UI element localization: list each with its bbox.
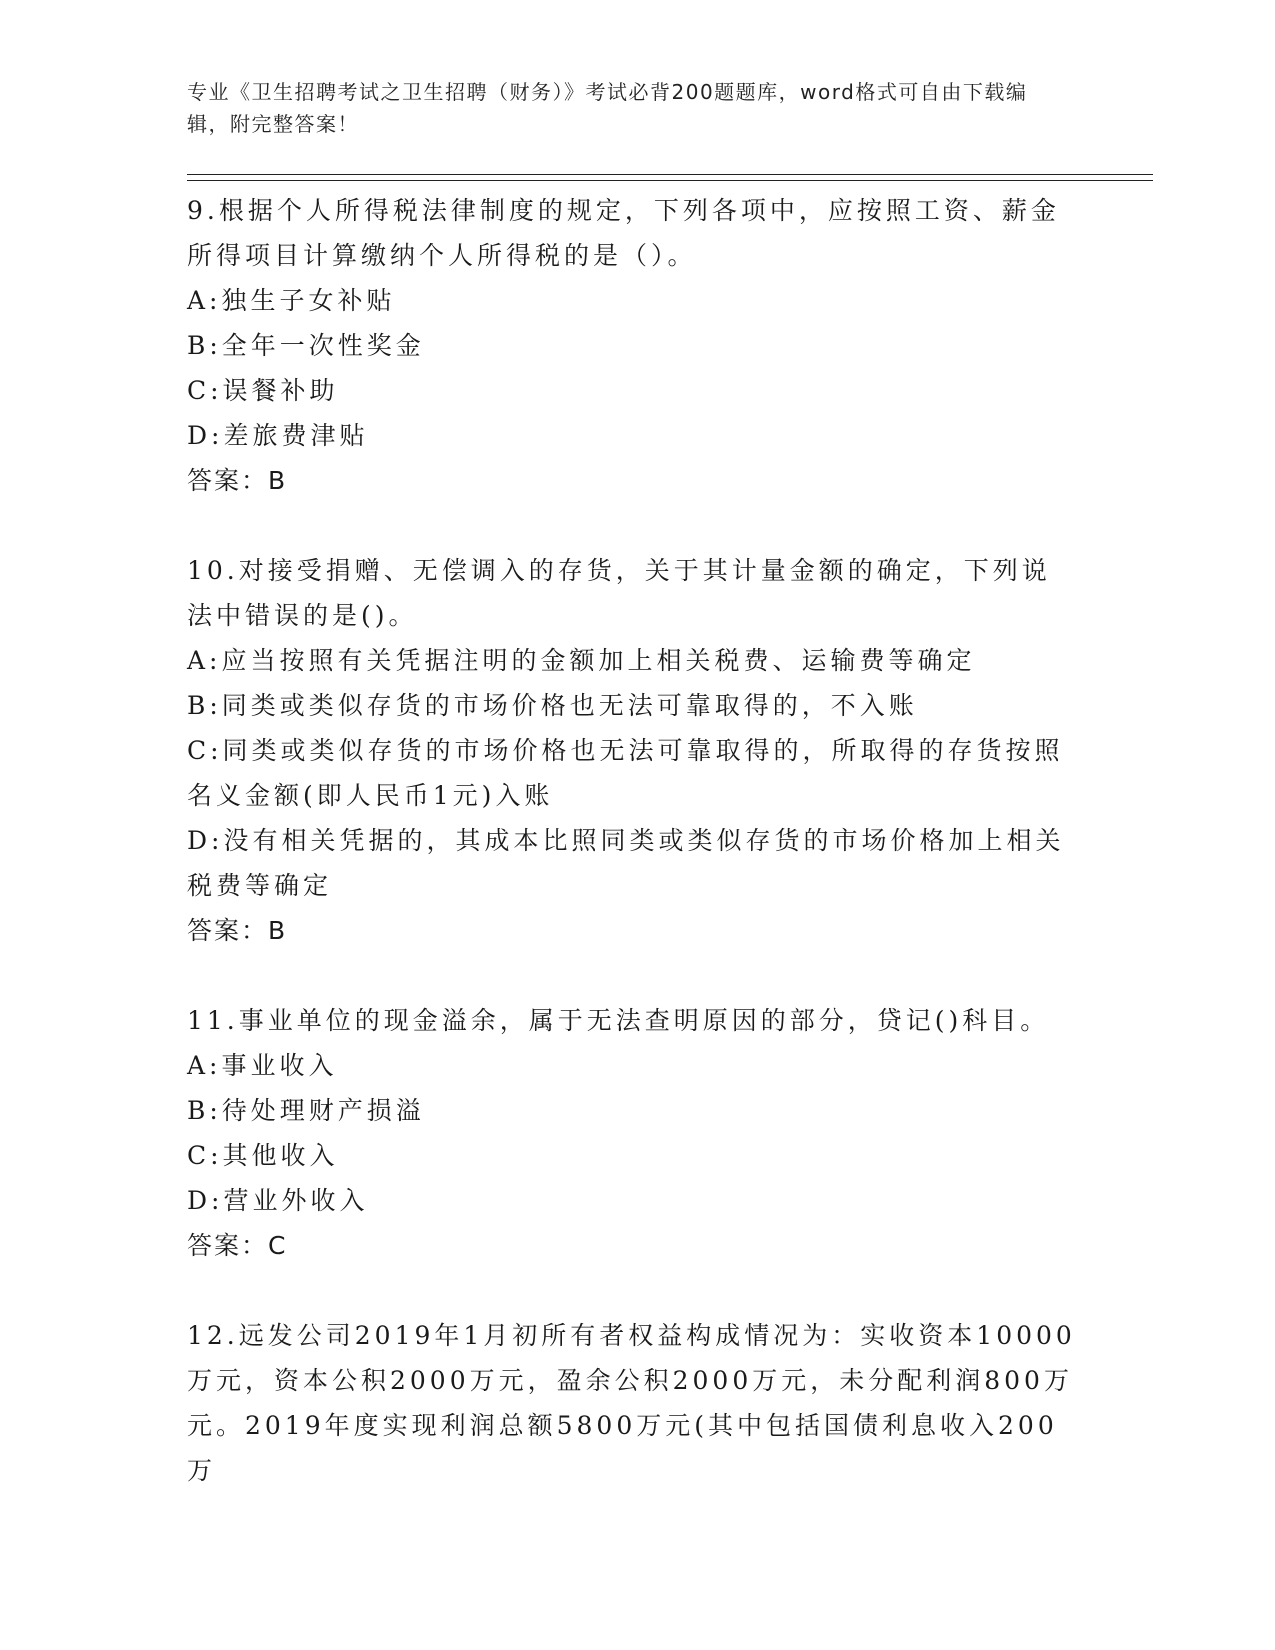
answer-line: 答案：B (187, 466, 288, 495)
question-spacer (187, 1268, 1077, 1313)
option-a: A:事业收入 (187, 1051, 338, 1080)
header-rule-bottom (187, 180, 1153, 181)
option-a: A:独生子女补贴 (187, 286, 396, 315)
question-9 (187, 188, 1077, 503)
option-a: A:应当按照有关凭据注明的金额加上相关税费、运输费等确定 (187, 646, 976, 675)
question-list (187, 188, 1077, 1493)
question-spacer (187, 953, 1077, 998)
option-b: B:待处理财产损溢 (187, 1096, 425, 1125)
answer-line: 答案：C (187, 1231, 288, 1260)
question-10 (187, 548, 1077, 953)
option-d: D:没有相关凭据的，其成本比照同类或类似存货的市场价格加上相关税费等确定 (187, 826, 1065, 900)
header-rule-top (187, 174, 1153, 175)
question-stem: 10.对接受捐赠、无偿调入的存货，关于其计量金额的确定，下列说法中错误的是()。 (187, 556, 1051, 630)
option-b: B:全年一次性奖金 (187, 331, 425, 360)
question-11 (187, 998, 1077, 1268)
question-spacer (187, 503, 1077, 548)
option-c: C:误餐补助 (187, 376, 339, 405)
question-stem: 12.远发公司2019年1月初所有者权益构成情况为：实收资本10000万元，资本公积2000万元，盈余公积2000万元，未分配利润800万元。2019年度实现利润总额5800万元(其中包括国债利息收入200万 (187, 1321, 1076, 1485)
option-c: C:同类或类似存货的市场价格也无法可靠取得的，所取得的存货按照名义金额(即人民币1元)入账 (187, 736, 1064, 810)
question-12 (187, 1313, 1077, 1493)
question-stem: 9.根据个人所得税法律制度的规定，下列各项中，应按照工资、薪金所得项目计算缴纳个人所得税的是（）。 (187, 196, 1060, 270)
option-b: B:同类或类似存货的市场价格也无法可靠取得的，不入账 (187, 691, 918, 720)
answer-line: 答案：B (187, 916, 288, 945)
option-c: C:其他收入 (187, 1141, 339, 1170)
option-d: D:营业外收入 (187, 1186, 369, 1215)
question-stem: 11.事业单位的现金溢余，属于无法查明原因的部分，贷记()科目。 (187, 1006, 1050, 1035)
option-d: D:差旅费津贴 (187, 421, 369, 450)
page-header: 专业《卫生招聘考试之卫生招聘（财务）》考试必背200题题库，word格式可自由下载编辑，附完整答案！ (187, 80, 1028, 136)
